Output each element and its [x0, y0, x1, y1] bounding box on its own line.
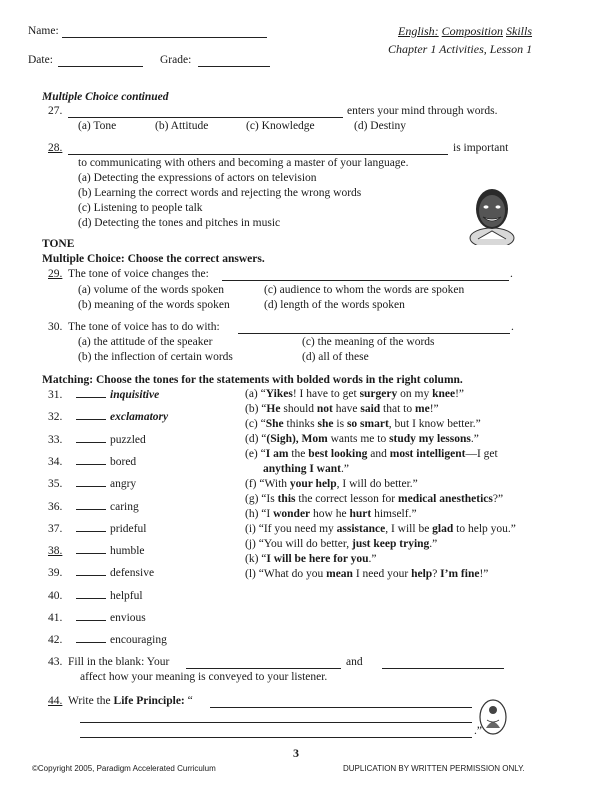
q43-number: 43.	[48, 656, 63, 668]
bold-keyword: medical anesthetics	[398, 493, 493, 505]
bold-keyword: help	[411, 568, 433, 580]
bold-keyword: just keep trying	[351, 538, 430, 550]
course-title	[398, 24, 532, 39]
q44-prompt-b: Life Principle:	[113, 695, 185, 707]
statement-text: “You will do better,	[258, 538, 352, 550]
bold-keyword: not	[316, 403, 333, 415]
matching-tone-label: puzzled	[110, 433, 146, 446]
q28-blank[interactable]	[68, 154, 448, 155]
matching-statement-letter: (c)	[245, 418, 258, 430]
statement-text: to help you.”	[453, 523, 516, 535]
matching-answer-blank[interactable]	[76, 521, 106, 532]
matching-statement-letter: (h)	[245, 508, 259, 520]
bold-keyword: mean	[326, 568, 353, 580]
matching-answer-blank[interactable]	[76, 543, 106, 554]
q27-number: 27.	[48, 105, 63, 117]
bold-keyword: anything I want	[263, 463, 341, 475]
matching-item	[48, 521, 146, 536]
q27-blank[interactable]	[68, 117, 343, 118]
bold-keyword: said	[360, 403, 381, 415]
tone-heading: TONE	[42, 238, 75, 250]
matching-item-number: 42.	[48, 634, 63, 647]
statement-text: the	[288, 448, 309, 460]
bold-keyword: I’m fine	[440, 568, 480, 580]
q30-blank[interactable]	[238, 333, 510, 334]
q44-line-2[interactable]	[80, 722, 472, 723]
q30-option-b: (b) the inflection of certain words	[78, 351, 233, 363]
statement-text: , I will do better.”	[336, 478, 418, 490]
statement-text: !”	[429, 403, 439, 415]
matching-tone-label: bored	[110, 455, 137, 468]
name-field[interactable]	[62, 37, 267, 38]
matching-statement-letter: (k)	[245, 553, 259, 565]
bold-keyword: she	[317, 418, 334, 430]
statement-text: “	[260, 448, 266, 460]
matching-statement	[245, 432, 479, 446]
statement-text: that to	[380, 403, 415, 415]
q29-prompt: The tone of voice changes the:	[68, 268, 209, 280]
copyright-text: ©Copyright 2005, Paradigm Accelerated Curriculum	[32, 764, 216, 773]
q28-option-a: (a) Detecting the expressions of actors on television	[78, 172, 317, 184]
matching-item-number: 41.	[48, 612, 63, 624]
matching-statement	[245, 507, 417, 521]
matching-item-number: 32.	[48, 411, 63, 424]
statement-text: the correct lesson for	[295, 493, 399, 505]
matching-item	[48, 454, 136, 469]
date-label: Date:	[28, 54, 53, 66]
matching-item	[48, 610, 146, 625]
matching-item-number: 38.	[48, 545, 63, 558]
statement-text: !”	[479, 568, 489, 580]
q28-line2: to communicating with others and becoming a master of your language.	[78, 157, 409, 169]
matching-answer-blank[interactable]	[76, 454, 106, 465]
bold-keyword: (Sigh), Mom	[266, 433, 328, 445]
matching-statement-letter: (b)	[245, 403, 259, 415]
q27-tail: enters your mind through words.	[347, 105, 498, 117]
smiling-man-illustration	[468, 183, 516, 245]
bold-keyword: knee	[432, 388, 456, 400]
matching-statement-letter: (a)	[245, 388, 258, 400]
statement-text: “	[261, 433, 267, 445]
bold-keyword: I will be here for you	[266, 553, 369, 565]
q27-option-d: (d) Destiny	[354, 120, 407, 132]
q30-option-a: (a) the attitude of the speaker	[78, 336, 213, 348]
q43-line2: affect how your meaning is conveyed to your listener.	[80, 671, 328, 683]
matching-statement	[245, 477, 418, 491]
bold-keyword: wonder	[273, 508, 311, 520]
statement-text: on my	[397, 388, 433, 400]
matching-item-number: 33.	[48, 433, 63, 446]
q28-option-d: (d) Detecting the tones and pitches in music	[78, 217, 281, 229]
bold-keyword: this	[277, 493, 296, 505]
bold-keyword: me	[415, 403, 430, 415]
matching-tone-label: caring	[110, 500, 139, 513]
q43-and: and	[346, 656, 363, 668]
q29-option-d: (d) length of the words spoken	[264, 299, 405, 311]
q30-number: 30.	[48, 321, 63, 333]
statement-text: I need your	[352, 568, 412, 580]
bold-keyword: so smart	[346, 418, 389, 430]
q30-option-c: (c) the meaning of the words	[302, 336, 435, 348]
statement-text: .”	[470, 433, 479, 445]
statement-text: and	[367, 448, 390, 460]
matching-statement	[263, 462, 349, 476]
bold-keyword: I am	[265, 448, 289, 460]
q30-prompt: The tone of voice has to do with:	[68, 321, 220, 333]
bold-keyword: He	[266, 403, 281, 415]
statement-text: “	[260, 418, 266, 430]
q44-line-1[interactable]	[210, 707, 472, 708]
matching-item-number: 34.	[48, 455, 63, 468]
matching-item	[48, 432, 146, 447]
matching-statement-letter: (d)	[245, 433, 259, 445]
bold-keyword: study my lessons	[389, 433, 471, 445]
q29-blank[interactable]	[222, 280, 509, 281]
statement-text: !”	[455, 388, 465, 400]
matching-statement	[245, 522, 516, 536]
bold-keyword: surgery	[359, 388, 398, 400]
course-skills: Skills	[506, 24, 533, 38]
matching-tone-label: encouraging	[110, 634, 167, 647]
statement-text: should	[280, 403, 317, 415]
grade-label: Grade:	[160, 54, 192, 66]
matching-answer-blank[interactable]	[76, 499, 106, 510]
bold-keyword: assistance	[336, 523, 386, 535]
matching-item	[48, 543, 145, 558]
q43-blank-2[interactable]	[382, 668, 504, 669]
statement-text: .”	[429, 538, 438, 550]
statement-text: is	[333, 418, 347, 430]
matching-statement-letter: (l)	[245, 568, 256, 580]
bold-keyword: glad	[432, 523, 454, 535]
matching-answer-blank[interactable]	[76, 588, 106, 599]
matching-heading: Matching: Choose the tones for the statements with bolded words in the right column.	[42, 374, 463, 386]
statement-text: .”	[368, 553, 377, 565]
matching-item	[48, 387, 159, 402]
bold-keyword: your help	[289, 478, 337, 490]
matching-answer-blank[interactable]	[76, 565, 106, 576]
statement-text: “What do you	[258, 568, 327, 580]
statement-text: “If you need my	[258, 523, 337, 535]
statement-text: himself.”	[371, 508, 417, 520]
statement-text: ! I have to get	[292, 388, 360, 400]
q28-option-b: (b) Learning the correct words and rejecting the wrong words	[78, 187, 362, 199]
matching-statement	[245, 417, 481, 431]
matching-tone-label: prideful	[110, 522, 147, 535]
statement-text: ?”	[492, 493, 504, 505]
q28-option-c: (c) Listening to people talk	[78, 202, 203, 214]
matching-answer-blank[interactable]	[76, 409, 106, 420]
matching-statement	[245, 387, 464, 401]
q44-line-3[interactable]	[80, 737, 472, 738]
matching-statement-letter: (e)	[245, 448, 258, 460]
matching-statement	[245, 537, 437, 551]
matching-item-number: 40.	[48, 589, 63, 602]
q44-prompt	[68, 694, 193, 708]
matching-statement-letter: (g)	[245, 493, 259, 505]
q44-close-quote: .”	[474, 725, 482, 737]
q29-number: 29.	[48, 268, 63, 280]
matching-tone-label: angry	[110, 478, 137, 491]
statement-text: wants me to	[327, 433, 390, 445]
matching-answer-blank[interactable]	[76, 387, 106, 398]
statement-text: , I will be	[385, 523, 433, 535]
q29-option-a: (a) volume of the words spoken	[78, 284, 224, 296]
statement-text: , but I know better.”	[388, 418, 481, 430]
q29-period: .	[510, 268, 513, 280]
q29-option-b: (b) meaning of the words spoken	[78, 299, 230, 311]
q30-option-d: (d) all of these	[302, 351, 369, 363]
bold-keyword: best looking	[308, 448, 368, 460]
matching-item-number: 39.	[48, 567, 63, 580]
matching-item	[48, 565, 154, 580]
matching-item-number: 37.	[48, 522, 63, 535]
bold-keyword: Yikes	[265, 388, 293, 400]
statement-text: “	[261, 553, 267, 565]
matching-statement-letter: (j)	[245, 538, 256, 550]
course-composition: Composition	[441, 24, 504, 38]
statement-text: “With	[259, 478, 290, 490]
q43-prompt: Fill in the blank: Your	[68, 656, 170, 668]
q43-blank-1[interactable]	[186, 668, 341, 669]
matching-item	[48, 632, 167, 647]
q28-number: 28.	[48, 142, 63, 154]
q44-open-quote: “	[187, 695, 193, 707]
q44-number: 44.	[48, 695, 63, 707]
statement-text: “Is	[261, 493, 278, 505]
matching-item-number: 36.	[48, 500, 63, 513]
statement-text: “	[261, 403, 267, 415]
q27-option-b: (b) Attitude	[155, 120, 209, 132]
matching-statement	[245, 552, 377, 566]
date-field[interactable]	[58, 66, 143, 67]
duplication-notice: DUPLICATION BY WRITTEN PERMISSION ONLY.	[343, 764, 525, 773]
statement-text: have	[332, 403, 361, 415]
matching-item	[48, 499, 139, 514]
q28-tail: is important	[453, 142, 509, 154]
q27-option-a: (a) Tone	[78, 120, 117, 132]
matching-item	[48, 476, 136, 491]
matching-answer-blank[interactable]	[76, 432, 106, 443]
matching-tone-label: exclamatory	[110, 411, 169, 424]
q30-period: .	[511, 321, 514, 333]
statement-text: —I get	[465, 448, 498, 460]
matching-tone-label: humble	[110, 545, 145, 558]
matching-answer-blank[interactable]	[76, 476, 106, 487]
matching-answer-blank[interactable]	[76, 610, 106, 621]
matching-item	[48, 588, 143, 603]
matching-statement	[245, 567, 488, 581]
statement-text: “	[260, 388, 266, 400]
grade-field[interactable]	[198, 66, 270, 67]
matching-answer-blank[interactable]	[76, 632, 106, 643]
matching-statement	[245, 492, 503, 506]
statement-text: how he	[310, 508, 350, 520]
mc-continued-heading: Multiple Choice continued	[42, 91, 169, 103]
person-badge-icon	[478, 698, 508, 736]
matching-item-number: 35.	[48, 478, 63, 491]
matching-statement-letter: (i)	[245, 523, 256, 535]
bold-keyword: most intelligent	[389, 448, 466, 460]
bold-keyword: She	[265, 418, 284, 430]
chapter-title: Chapter 1 Activities, Lesson 1	[388, 42, 533, 56]
matching-item	[48, 409, 168, 424]
matching-statement-letter: (f)	[245, 478, 257, 490]
statement-text: thinks	[283, 418, 318, 430]
matching-tone-label: inquisitive	[110, 389, 160, 401]
matching-statement	[245, 447, 498, 461]
name-label: Name:	[28, 25, 59, 37]
q27-option-c: (c) Knowledge	[246, 120, 315, 132]
matching-item-number: 31.	[48, 389, 63, 401]
q29-option-c: (c) audience to whom the words are spoken	[264, 284, 465, 296]
statement-text: .”	[340, 463, 349, 475]
bold-keyword: hurt	[349, 508, 372, 520]
statement-text: “I	[261, 508, 274, 520]
statement-text: ?	[432, 568, 441, 580]
mc-heading: Multiple Choice: Choose the correct answers.	[42, 253, 265, 265]
matching-tone-label: envious	[110, 612, 146, 624]
course-english: English:	[398, 24, 439, 38]
matching-statement	[245, 402, 439, 416]
page-number: 3	[293, 746, 299, 760]
q44-prompt-a: Write the	[68, 695, 111, 707]
matching-tone-label: defensive	[110, 567, 155, 580]
matching-tone-label: helpful	[110, 589, 143, 602]
